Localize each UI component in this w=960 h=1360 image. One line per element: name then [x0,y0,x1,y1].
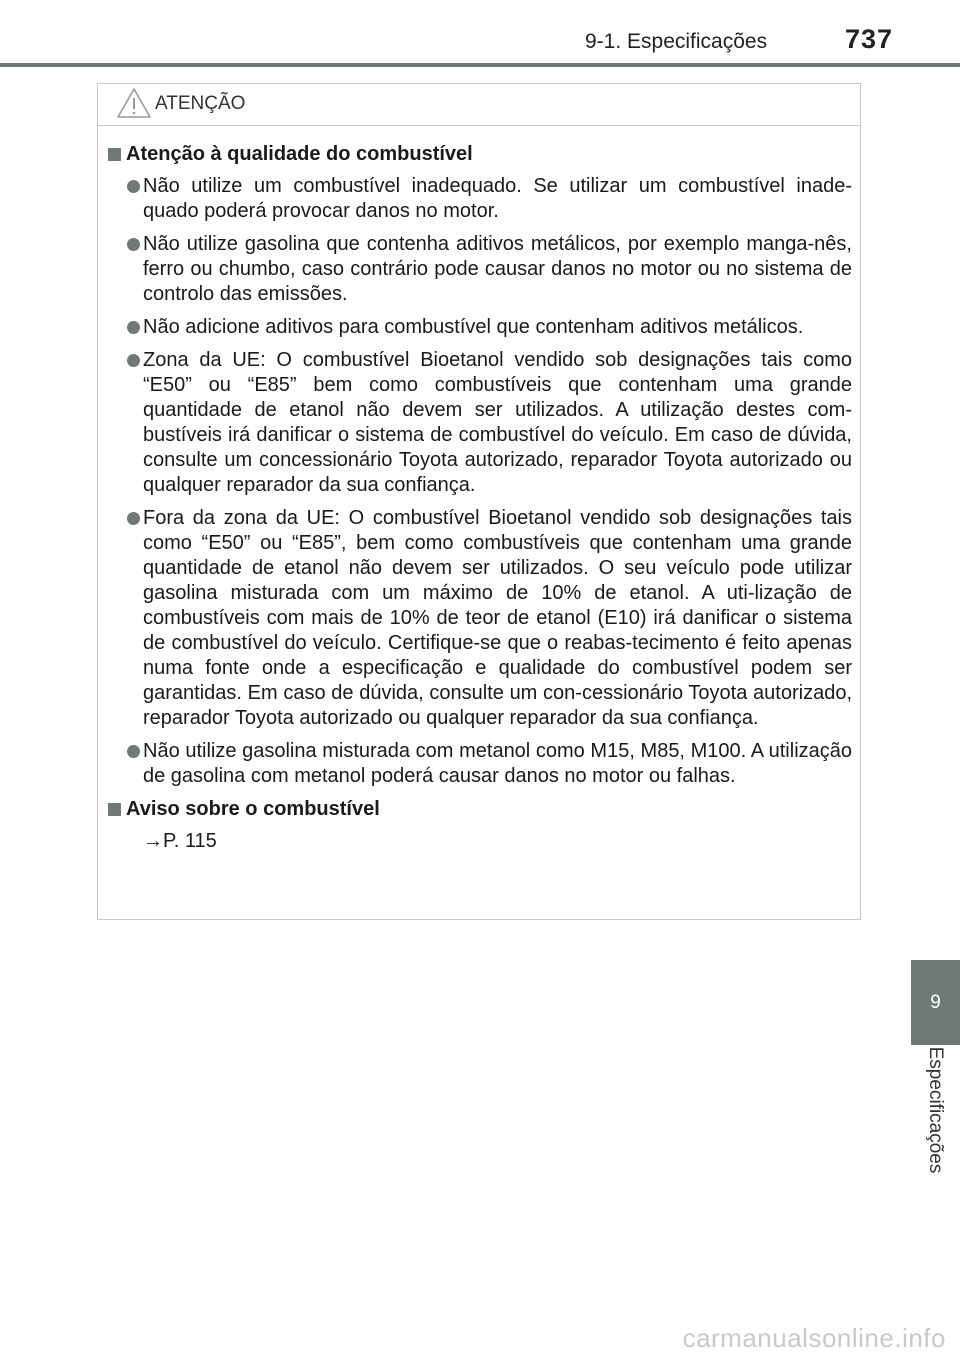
warning-title: ATENÇÃO [155,93,246,114]
list-item [106,232,852,307]
bullet-text: Zona da UE: O combustível Bioetanol vendido sob designações tais como “E50” ou “E85” bem como combustíveis que contenham uma grande quantidade de etanol não devem ser utilizados. A utilização destes com-bustíveis irá danificar o sistema de combustível do veículo. Em caso de dúvida, consulte um concessionário Toyota autorizado, reparador Toyota autorizado ou qualquer reparador da sua confiança. [143,349,852,496]
circle-bullet-icon [127,512,140,525]
section-title: 9-1. Especificações [585,30,768,53]
warning-header [98,84,860,126]
bullet-text: Fora da zona da UE: O combustível Bioetanol vendido sob designações tais como “E50” ou “E85”, bem como combustíveis que contenham uma grande quantidade de etanol não devem ser utilizados. O seu veículo pode utilizar gasolina misturada com um máximo de 10% de etanol. A uti-lização de combustíveis com mais de 10% de teor de etanol (E10) irá danificar o sistema de combustível do veículo. Certifique-se que o reabas-tecimento é feito apenas numa fonte onde a especificação e qualidade do combustível podem ser garantidas. Em caso de dúvida, consulte um con-cessionário Toyota autorizado, reparador Toyota autorizado ou qualquer reparador da sua confiança. [143,507,852,729]
warning-triangle-icon [116,87,152,119]
bullet-text: Não utilize um combustível inadequado. Se utilizar um combustível inade-quado poderá provocar danos no motor. [143,175,852,222]
list-item [106,348,852,498]
list-item [106,506,852,731]
circle-bullet-icon [127,238,140,251]
list-item [106,315,852,340]
circle-bullet-icon [127,354,140,367]
bullet-text: Não utilize gasolina que contenha aditivos metálicos, por exemplo manga-nês, ferro ou chumbo, caso contrário pode causar danos no motor ou no sistema de controlo das emissões. [143,233,852,305]
bullet-text: Não adicione aditivos para combustível que contenham aditivos metálicos. [143,316,804,338]
square-bullet-icon [108,803,121,816]
page-reference-link[interactable]: →P. 115 [143,830,217,852]
square-bullet-icon [108,148,121,161]
warning-body [98,142,860,854]
section-heading-fuel-quality [106,142,852,167]
chapter-number: 9 [930,991,941,1013]
section-heading-fuel-notice [106,797,852,822]
section-heading-text: Aviso sobre o combustível [126,798,380,820]
watermark: carmanualsonline.info [682,1323,946,1353]
bullet-text: Não utilize gasolina misturada com metanol como M15, M85, M100. A utilização de gasolina com metanol poderá causar danos no motor ou falhas. [143,740,852,787]
list-item [106,739,852,789]
header-divider [0,63,960,67]
chapter-tab[interactable] [911,960,960,1045]
circle-bullet-icon [127,745,140,758]
chapter-label: Especificações [925,1046,946,1174]
warning-box [97,83,861,920]
circle-bullet-icon [127,180,140,193]
page-number: 737 [845,24,894,54]
list-item [106,174,852,224]
section-heading-text: Atenção à qualidade do combustível [126,143,473,165]
circle-bullet-icon [127,321,140,334]
